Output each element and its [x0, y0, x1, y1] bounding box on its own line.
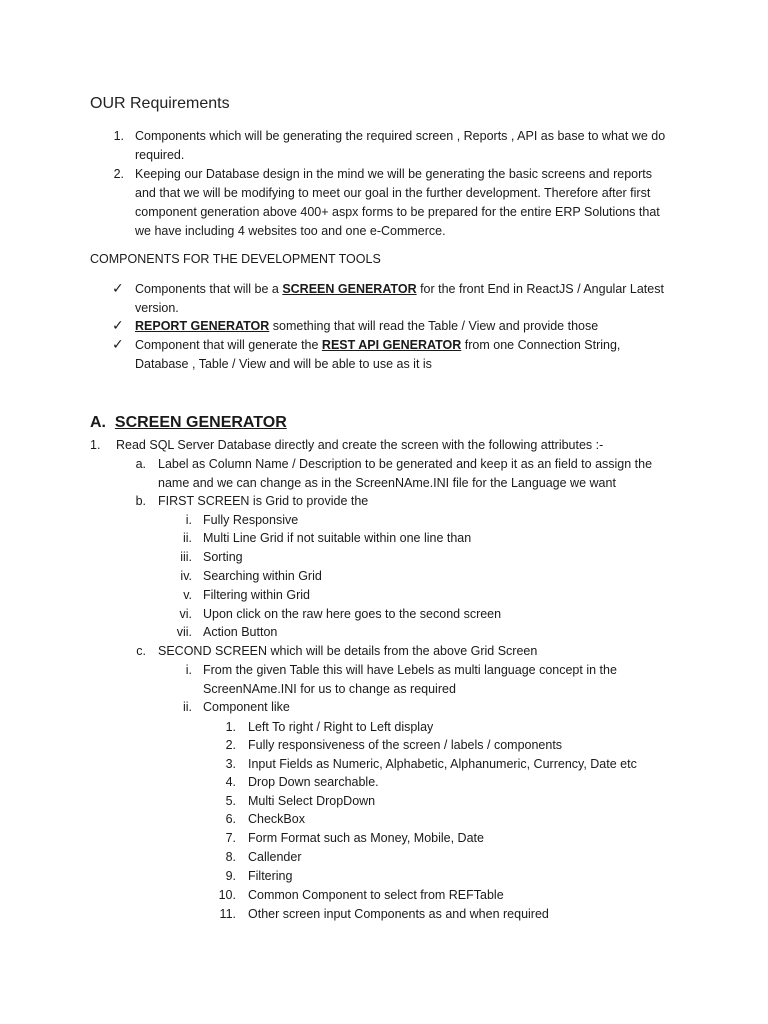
component-number: 7.: [225, 831, 236, 845]
page-heading: OUR Requirements: [90, 95, 230, 112]
grid-feature-text: Upon click on the raw here goes to the second screen: [203, 607, 502, 621]
component-number: 1.: [225, 720, 236, 734]
component-text: Form Format such as Money, Mobile, Date: [248, 831, 484, 845]
requirement-number: 1.: [113, 129, 124, 143]
component-text: Multi Select DropDown: [248, 794, 376, 808]
grid-feature-text: Fully Responsive: [203, 513, 299, 527]
component-number: 10.: [218, 888, 236, 902]
sub-item-letter: a.: [135, 457, 146, 471]
component-number: 5.: [225, 794, 236, 808]
roman-number: ii.: [182, 531, 192, 545]
requirement-text: Components which will be generating the required screen , Reports , API as base to what we do required.: [135, 129, 666, 162]
check-item-text: something that will read the Table / View and provide those: [269, 319, 599, 333]
component-number: 6.: [225, 812, 236, 826]
grid-feature-text: Action Button: [203, 625, 278, 639]
component-number: 4.: [225, 775, 236, 789]
component-text: Other screen input Components as and when required: [248, 907, 549, 921]
component-number: 8.: [225, 850, 236, 864]
roman-number: iv.: [180, 569, 192, 583]
component-text: Common Component to select from REFTable: [248, 888, 504, 902]
check-item-emphasis: REPORT GENERATOR: [135, 319, 270, 333]
requirement-number: 2.: [113, 167, 124, 181]
section-title: SCREEN GENERATOR: [114, 414, 287, 431]
component-text: Fully responsiveness of the screen / labels / components: [248, 738, 563, 752]
sub-item-letter: c.: [136, 644, 146, 658]
checkmark-icon: ✓: [112, 336, 124, 352]
sub-item-letter: b.: [135, 494, 146, 508]
checkmark-icon: ✓: [112, 317, 124, 333]
second-screen-text: Component like: [203, 700, 290, 714]
check-item: [135, 280, 675, 318]
check-item-text: Components that will be a: [135, 282, 283, 296]
sub-item-text: SECOND SCREEN which will be details from the above Grid Screen: [158, 644, 538, 658]
component-number: 3.: [225, 757, 236, 771]
component-text: Callender: [248, 850, 302, 864]
component-text: Input Fields as Numeric, Alphabetic, Alphanumeric, Currency, Date etc: [248, 757, 637, 771]
check-item: [135, 336, 675, 374]
roman-number: i.: [185, 663, 192, 677]
roman-number: vii.: [176, 625, 192, 639]
check-item-text: Component that will generate the: [135, 338, 322, 352]
grid-feature-text: Multi Line Grid if not suitable within one line than: [203, 531, 472, 545]
check-item-text: from one Connection String, Database , Table / View and will be able to use as it is: [135, 338, 621, 371]
grid-feature-text: Sorting: [203, 550, 243, 564]
requirement-text: Keeping our Database design in the mind we will be generating the basic screens and reports and that we will be modifying to meet our goal in the further development. Therefore after first component generation above 400+ aspx forms to be prepared for the entire ERP Solutions that we have including 4 websites too and one e-Commerce.: [135, 167, 660, 238]
second-screen-text: From the given Table this will have Lebels as multi language concept in the ScreenNAme.INI for us to change as required: [203, 663, 617, 696]
components-heading: COMPONENTS FOR THE DEVELOPMENT TOOLS: [90, 252, 381, 266]
component-text: Filtering: [248, 869, 293, 883]
check-item: [135, 317, 675, 336]
component-number: 11.: [219, 907, 236, 921]
item-text: Read SQL Server Database directly and create the screen with the following attributes :-: [116, 438, 604, 452]
roman-number: vi.: [179, 607, 192, 621]
sub-item-text: Label as Column Name / Description to be generated and keep it as an field to assign the name and we can change as in the ScreenNAme.INI file for the Language we want: [158, 457, 653, 490]
section-a-heading: [90, 414, 287, 432]
component-text: Left To right / Right to Left display: [248, 720, 434, 734]
item-number: 1.: [90, 438, 101, 452]
grid-feature-text: Searching within Grid: [203, 569, 322, 583]
component-number: 9.: [225, 869, 236, 883]
component-text: Drop Down searchable.: [248, 775, 379, 789]
check-item-emphasis: REST API GENERATOR: [321, 338, 462, 352]
check-item-text: for the front End in ReactJS / Angular Latest version.: [135, 282, 664, 315]
component-number: 2.: [225, 738, 236, 752]
grid-feature-text: Filtering within Grid: [203, 588, 310, 602]
roman-number: i.: [185, 513, 192, 527]
check-item-emphasis: SCREEN GENERATOR: [282, 282, 417, 296]
roman-number: iii.: [180, 550, 192, 564]
roman-number: v.: [183, 588, 192, 602]
roman-number: ii.: [182, 700, 192, 714]
checkmark-icon: ✓: [112, 280, 124, 296]
component-text: CheckBox: [248, 812, 305, 826]
sub-item-text: FIRST SCREEN is Grid to provide the: [158, 494, 369, 508]
section-letter: A.: [90, 414, 106, 431]
